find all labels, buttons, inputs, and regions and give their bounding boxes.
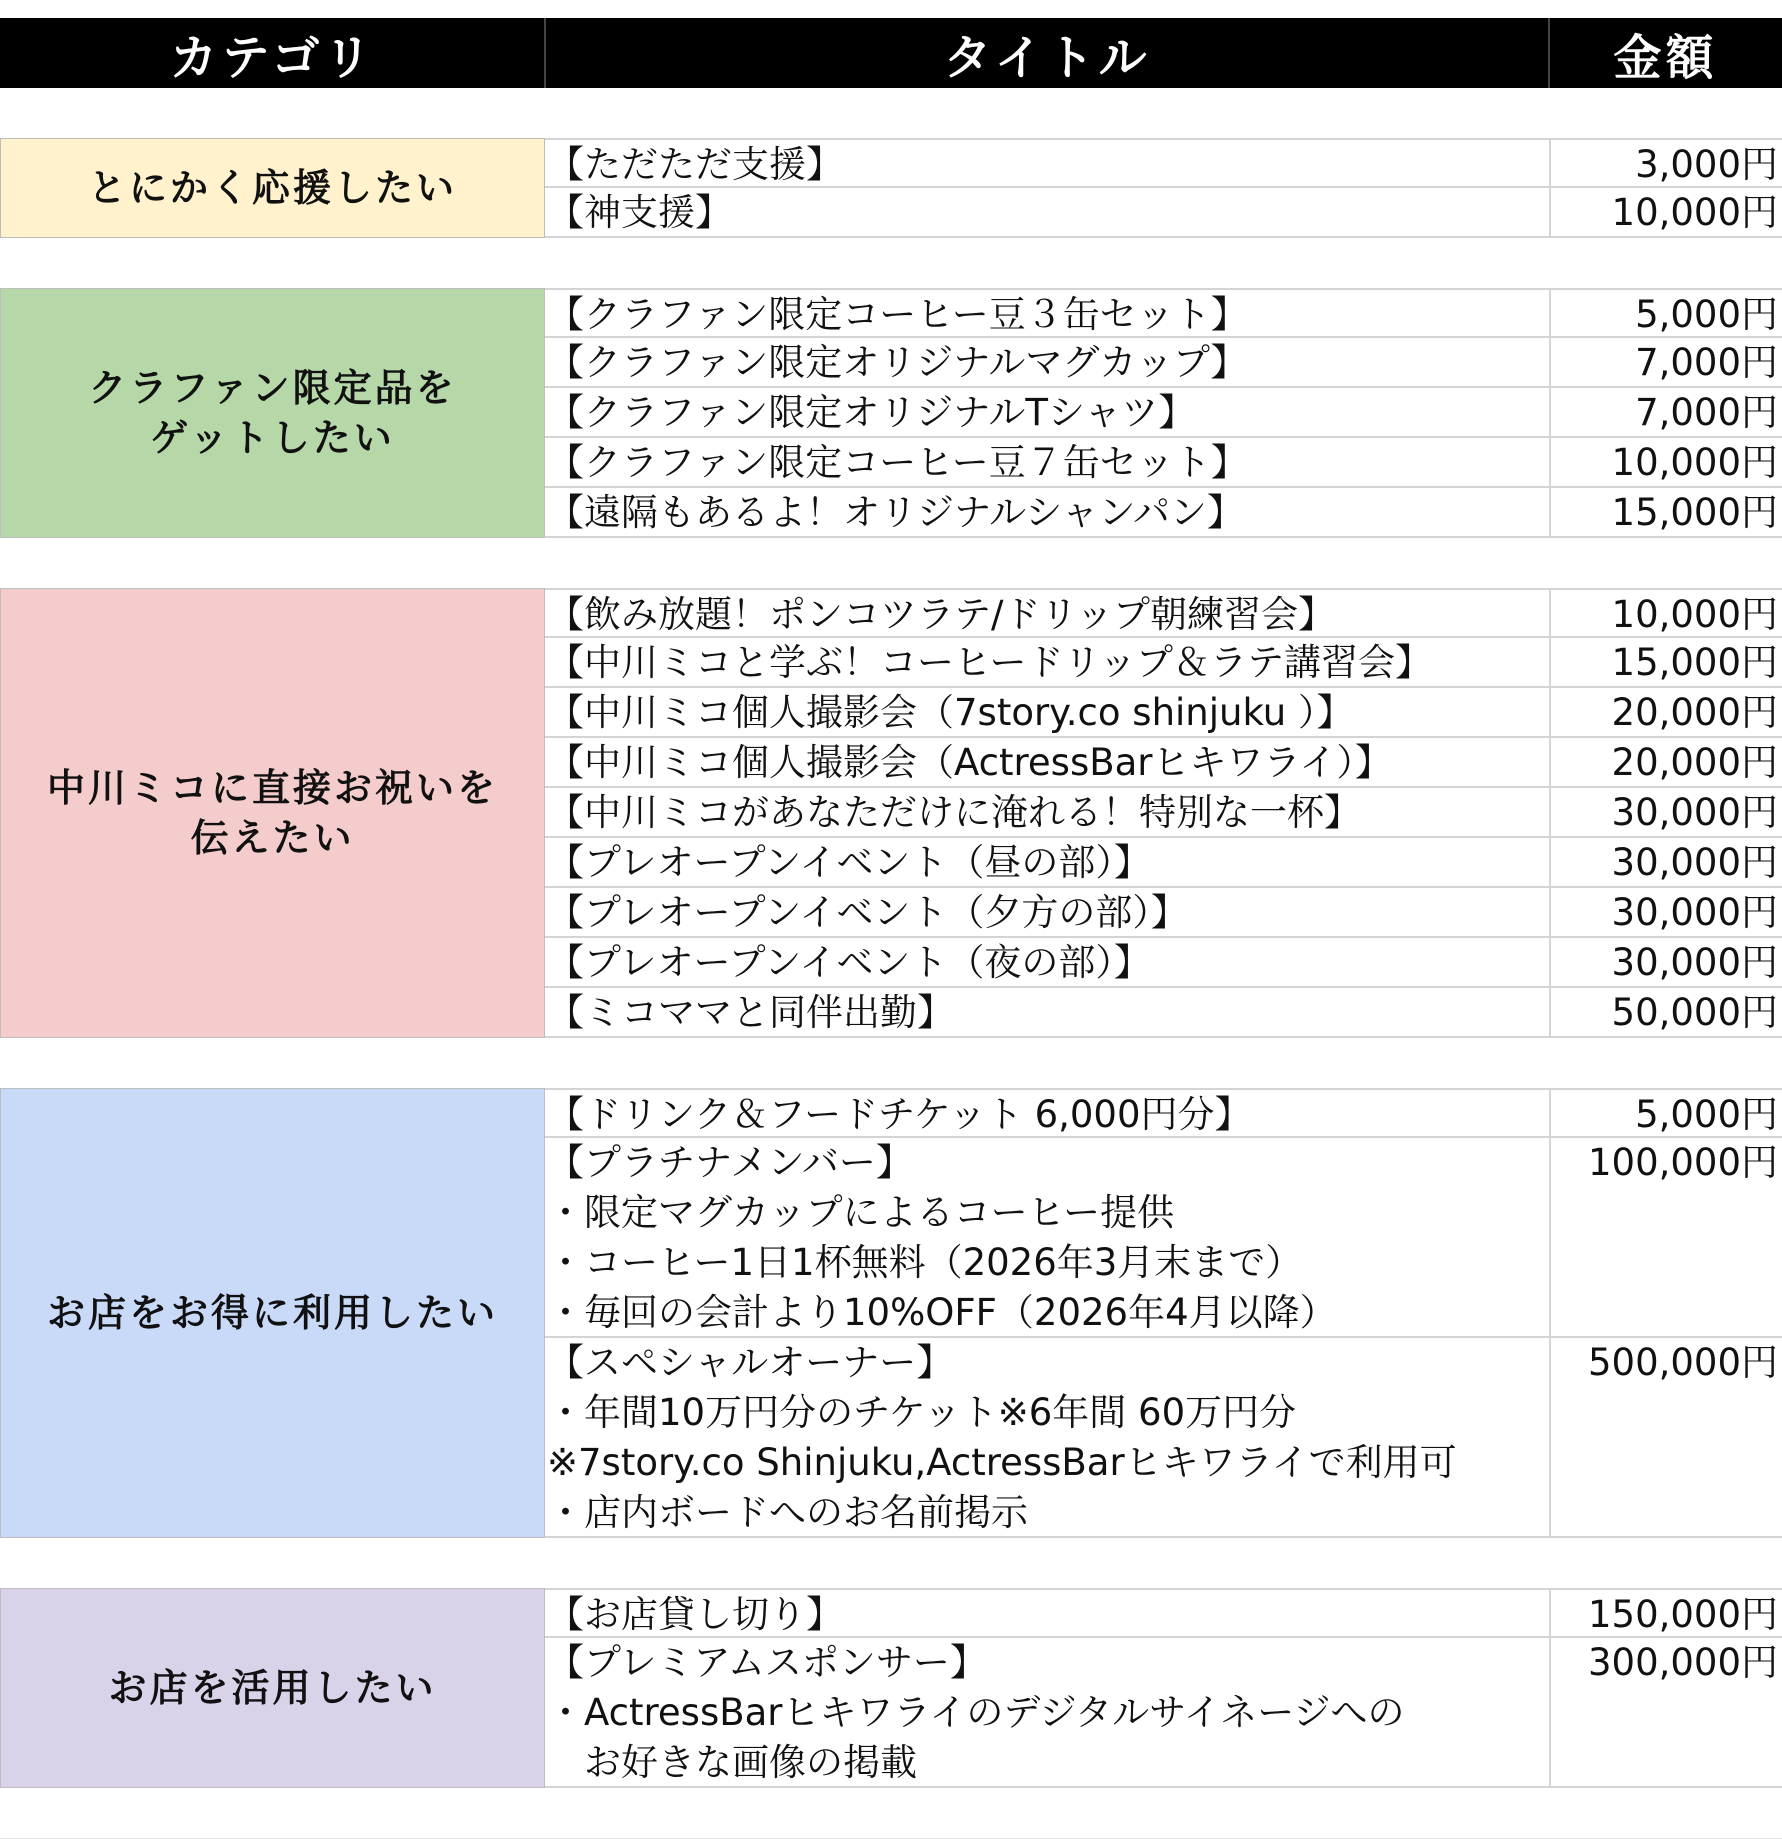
category-group bbox=[0, 588, 1782, 1038]
table-row bbox=[545, 688, 1782, 738]
item-price: 7,000円 bbox=[1549, 338, 1782, 386]
item-title: 【中川ミコと学ぶ！コーヒードリップ＆ラテ講習会】 bbox=[547, 641, 1433, 684]
item-price: 7,000円 bbox=[1549, 388, 1782, 436]
table-row bbox=[545, 838, 1782, 888]
item-price: 10,000円 bbox=[1549, 188, 1782, 236]
header-divider bbox=[1548, 18, 1550, 88]
category-label: クラファン限定品を ゲットしたい bbox=[0, 288, 545, 538]
item-price: 100,000円 bbox=[1549, 1138, 1782, 1336]
table-row bbox=[545, 1638, 1782, 1788]
item-title: 【お店貸し切り】 bbox=[547, 1593, 843, 1636]
item-title: 【プレミアムスポンサー】 ・ActressBarヒキワライのデジタルサイネージへの お好きな画像の掲載 bbox=[547, 1641, 1405, 1784]
item-price: 5,000円 bbox=[1549, 1090, 1782, 1136]
table-row bbox=[545, 188, 1782, 238]
table-row bbox=[545, 1588, 1782, 1638]
table-row bbox=[545, 888, 1782, 938]
item-price: 10,000円 bbox=[1549, 590, 1782, 636]
item-price: 150,000円 bbox=[1549, 1590, 1782, 1636]
item-title: 【スペシャルオーナー】 ・年間10万円分のチケット※6年間 60万円分 ※7story.co Shinjuku,ActressBarヒキワライで利用可 ・店内ボードへのお名前掲示 bbox=[547, 1341, 1457, 1534]
item-price: 15,000円 bbox=[1549, 638, 1782, 686]
item-title: 【クラファン限定オリジナルTシャツ】 bbox=[547, 391, 1196, 434]
item-price: 20,000円 bbox=[1549, 738, 1782, 786]
item-price: 300,000円 bbox=[1549, 1638, 1782, 1786]
table-row bbox=[545, 438, 1782, 488]
category-label: 中川ミコに直接お祝いを 伝えたい bbox=[0, 588, 545, 1038]
table-row bbox=[545, 338, 1782, 388]
item-price: 30,000円 bbox=[1549, 838, 1782, 886]
table-row bbox=[545, 738, 1782, 788]
category-group bbox=[0, 1588, 1782, 1788]
category-group bbox=[0, 288, 1782, 538]
item-price: 30,000円 bbox=[1549, 788, 1782, 836]
table-row bbox=[545, 638, 1782, 688]
item-title: 【プレオープンイベント（昼の部）】 bbox=[547, 841, 1151, 884]
item-rows bbox=[545, 588, 1782, 1038]
category-label: お店をお得に利用したい bbox=[0, 1088, 545, 1538]
item-title: 【ミコママと同伴出勤】 bbox=[547, 991, 954, 1034]
item-price: 10,000円 bbox=[1549, 438, 1782, 486]
table-row bbox=[545, 388, 1782, 438]
item-title: 【飲み放題！ポンコツラテ/ドリップ朝練習会】 bbox=[547, 593, 1335, 636]
item-title: 【クラファン限定オリジナルマグカップ】 bbox=[547, 341, 1248, 384]
table-row bbox=[545, 488, 1782, 538]
item-price: 30,000円 bbox=[1549, 888, 1782, 936]
item-price: 5,000円 bbox=[1549, 290, 1782, 336]
item-title: 【プレオープンイベント（夜の部）】 bbox=[547, 941, 1151, 984]
item-title: 【中川ミコがあなただけに淹れる！特別な一杯】 bbox=[547, 791, 1361, 834]
header-amount: 金額 bbox=[1549, 18, 1782, 88]
item-title: 【ドリンク＆フードチケット 6,000円分】 bbox=[547, 1093, 1252, 1136]
category-label: とにかく応援したい bbox=[0, 138, 545, 238]
table-row bbox=[545, 1088, 1782, 1138]
table-row bbox=[545, 138, 1782, 188]
item-price: 20,000円 bbox=[1549, 688, 1782, 736]
item-rows bbox=[545, 138, 1782, 238]
item-price: 3,000円 bbox=[1549, 140, 1782, 186]
item-price: 500,000円 bbox=[1549, 1338, 1782, 1536]
category-group bbox=[0, 1088, 1782, 1538]
item-title: 【神支援】 bbox=[547, 191, 732, 234]
item-rows bbox=[545, 1088, 1782, 1538]
item-title: 【遠隔もあるよ！オリジナルシャンパン】 bbox=[547, 491, 1244, 534]
item-rows bbox=[545, 1588, 1782, 1788]
item-price: 30,000円 bbox=[1549, 938, 1782, 986]
item-price: 50,000円 bbox=[1549, 988, 1782, 1036]
item-rows bbox=[545, 288, 1782, 538]
header-category: カテゴリ bbox=[0, 18, 545, 88]
item-title: 【ただただ支援】 bbox=[547, 143, 843, 186]
item-title: 【クラファン限定コーヒー豆３缶セット】 bbox=[547, 293, 1248, 336]
header-title: タイトル bbox=[545, 18, 1549, 88]
item-title: 【プレオープンイベント（夕方の部）】 bbox=[547, 891, 1188, 934]
table-row bbox=[545, 1338, 1782, 1538]
category-label: お店を活用したい bbox=[0, 1588, 545, 1788]
category-group bbox=[0, 138, 1782, 238]
item-price: 15,000円 bbox=[1549, 488, 1782, 536]
header-divider bbox=[544, 18, 546, 88]
table-row bbox=[545, 288, 1782, 338]
item-title: 【中川ミコ個人撮影会（ActressBarヒキワライ）】 bbox=[547, 741, 1392, 784]
item-title: 【プラチナメンバー】 ・限定マグカップによるコーヒー提供 ・コーヒー1日1杯無料（2026年3月末まで） ・毎回の会計より10%OFF（2026年4月以降） bbox=[547, 1141, 1337, 1334]
table-row bbox=[545, 988, 1782, 1038]
item-title: 【クラファン限定コーヒー豆７缶セット】 bbox=[547, 441, 1248, 484]
table-row bbox=[545, 588, 1782, 638]
table-row bbox=[545, 1138, 1782, 1338]
table-row bbox=[545, 788, 1782, 838]
item-title: 【中川ミコ個人撮影会（7story.co shinjuku ）】 bbox=[547, 691, 1354, 734]
table-row bbox=[545, 938, 1782, 988]
